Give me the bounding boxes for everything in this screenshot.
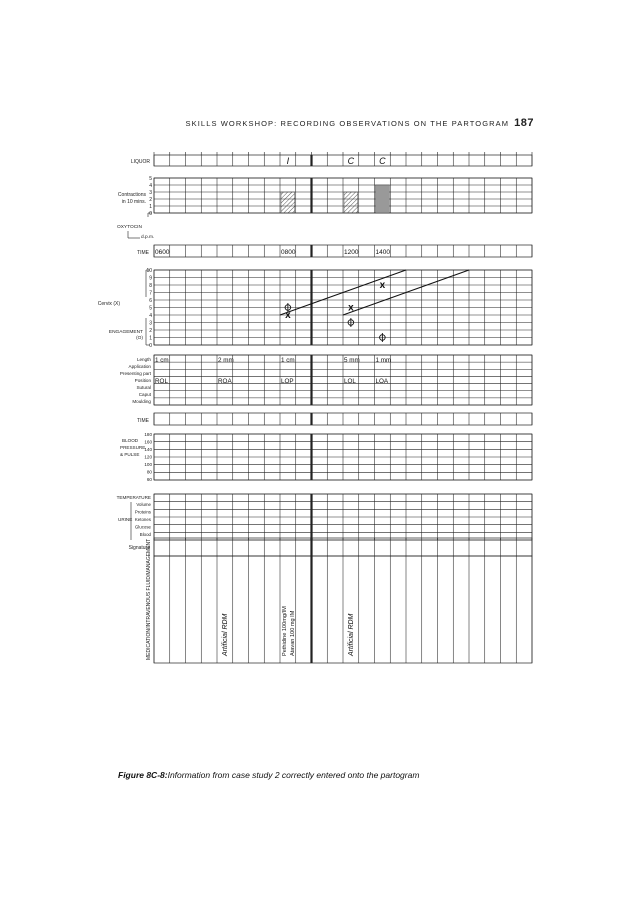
caption-text: Information from case study 2 correctly entered onto the partogram xyxy=(167,770,420,780)
position-entry: LOA xyxy=(375,378,389,385)
medication-label: MEDICATION/INTRAVENOUS FLUID/MANAGEMENT xyxy=(146,538,152,660)
position-entry: LOP xyxy=(281,378,294,385)
position-entry: ROA xyxy=(218,378,232,385)
contraction-tick: 5 xyxy=(149,176,152,182)
length-entry: 2 mm xyxy=(218,357,234,364)
urine-sub-label: Glucose xyxy=(134,524,151,530)
cervix-tick: 7 xyxy=(149,290,152,297)
cervix-tick: 0 xyxy=(149,343,152,349)
contraction-tick: 1 xyxy=(149,204,152,210)
header-title: SKILLS WORKSHOP: RECORDING OBSERVATIONS ON THE PARTOGRAM xyxy=(185,119,510,128)
dpm-label: d.p.m. xyxy=(141,235,155,240)
cervix-tick: 9 xyxy=(149,275,152,282)
bp-tick: 140 xyxy=(144,447,152,452)
contractions-label: Contractions xyxy=(117,192,146,198)
contraction-box xyxy=(344,192,358,213)
position-entry: ROL xyxy=(155,378,168,385)
presenting-part-label: Caput xyxy=(138,392,151,397)
caption-label: Figure 8C-8: xyxy=(118,770,168,780)
oxytocin-label: OXYTOCIN xyxy=(117,225,142,230)
cervix-tick: 5 xyxy=(149,305,152,312)
cervix-x-mark: x xyxy=(348,302,354,314)
urine-sub-label: Proteins xyxy=(134,509,151,515)
liquor-entry: I xyxy=(286,156,290,166)
cervix-tick: 2 xyxy=(149,328,152,334)
urine-sub-label: Volume xyxy=(136,502,151,507)
urine-sub-label: Blood xyxy=(139,532,151,537)
time-entry: 0600 xyxy=(155,249,170,256)
time-label: TIME xyxy=(137,250,149,256)
medication-entry: Atavan 100 mg IM xyxy=(289,610,296,656)
cervix-tick: 3 xyxy=(149,320,152,327)
liquor-entry: C xyxy=(347,156,355,166)
time-entry: 1200 xyxy=(344,249,359,256)
contraction-tick: 0 xyxy=(149,211,152,217)
length-entry: 5 mm xyxy=(344,357,360,364)
length-entry: 1 cm xyxy=(155,357,169,364)
presenting-part-label: Application xyxy=(128,364,151,369)
bp-tick: 180 xyxy=(144,432,152,437)
contraction-tick: 4 xyxy=(149,183,152,189)
medication-entry: Artificial RDM xyxy=(221,613,229,656)
bp-tick: 120 xyxy=(144,454,152,460)
contraction-box xyxy=(376,185,390,213)
bp-tick: 100 xyxy=(144,462,152,467)
bp-label-2: PRESSURE xyxy=(120,445,146,450)
urine-sub-label: Ketones xyxy=(134,517,151,522)
presenting-part-label: Position xyxy=(134,378,151,383)
bp-tick: 160 xyxy=(144,439,152,445)
cervix-x-mark: x xyxy=(285,310,291,321)
bp-tick: 80 xyxy=(146,469,152,475)
presenting-part-label: Presenting part xyxy=(119,371,151,376)
bp-tick: 60 xyxy=(146,477,152,482)
contractions-label-2: in 10 mins. xyxy=(121,199,146,205)
cervix-tick: 8 xyxy=(149,283,152,289)
medication-entry: Artificial RDM xyxy=(347,613,355,656)
cervix-tick: 1 xyxy=(149,335,152,342)
medication-entry: Pethidine 100mg/IM xyxy=(281,606,288,656)
time-entry: 1400 xyxy=(375,249,390,256)
presenting-part-label: Sutural xyxy=(136,385,151,390)
urine-label: URINE xyxy=(118,517,133,522)
engagement-label-2: (O) xyxy=(136,336,143,341)
length-entry: 1 cm xyxy=(281,357,295,364)
cervix-label: Cervix (X) xyxy=(97,301,120,307)
figure-caption xyxy=(118,770,419,780)
time-entry: 0800 xyxy=(281,249,296,256)
length-entry: 1 mm xyxy=(375,357,392,364)
engagement-label: ENGAGEMENT xyxy=(108,330,143,335)
liquor-label: LIQUOR xyxy=(130,159,150,165)
cervix-x-mark: x xyxy=(379,280,386,291)
liquor-entry: C xyxy=(379,156,386,166)
temperature-label: TEMPERATURE xyxy=(116,495,151,500)
contraction-tick: 2 xyxy=(149,197,152,203)
presenting-part-label: Length xyxy=(136,357,151,362)
contraction-tick: 3 xyxy=(149,190,152,196)
contraction-box xyxy=(281,192,295,213)
bp-label-3: & PULSE xyxy=(120,452,140,457)
cervix-tick: 6 xyxy=(149,298,152,304)
signature-label: Signature xyxy=(128,545,150,551)
bp-label: BLOOD xyxy=(122,438,139,443)
time-label-2: TIME xyxy=(137,418,149,424)
position-entry: LOL xyxy=(344,378,356,385)
cervix-tick: 10 xyxy=(146,268,152,274)
cervix-tick: 4 xyxy=(149,313,152,319)
page-number: 187 xyxy=(514,117,534,129)
presenting-part-label: Moulding xyxy=(132,399,151,404)
